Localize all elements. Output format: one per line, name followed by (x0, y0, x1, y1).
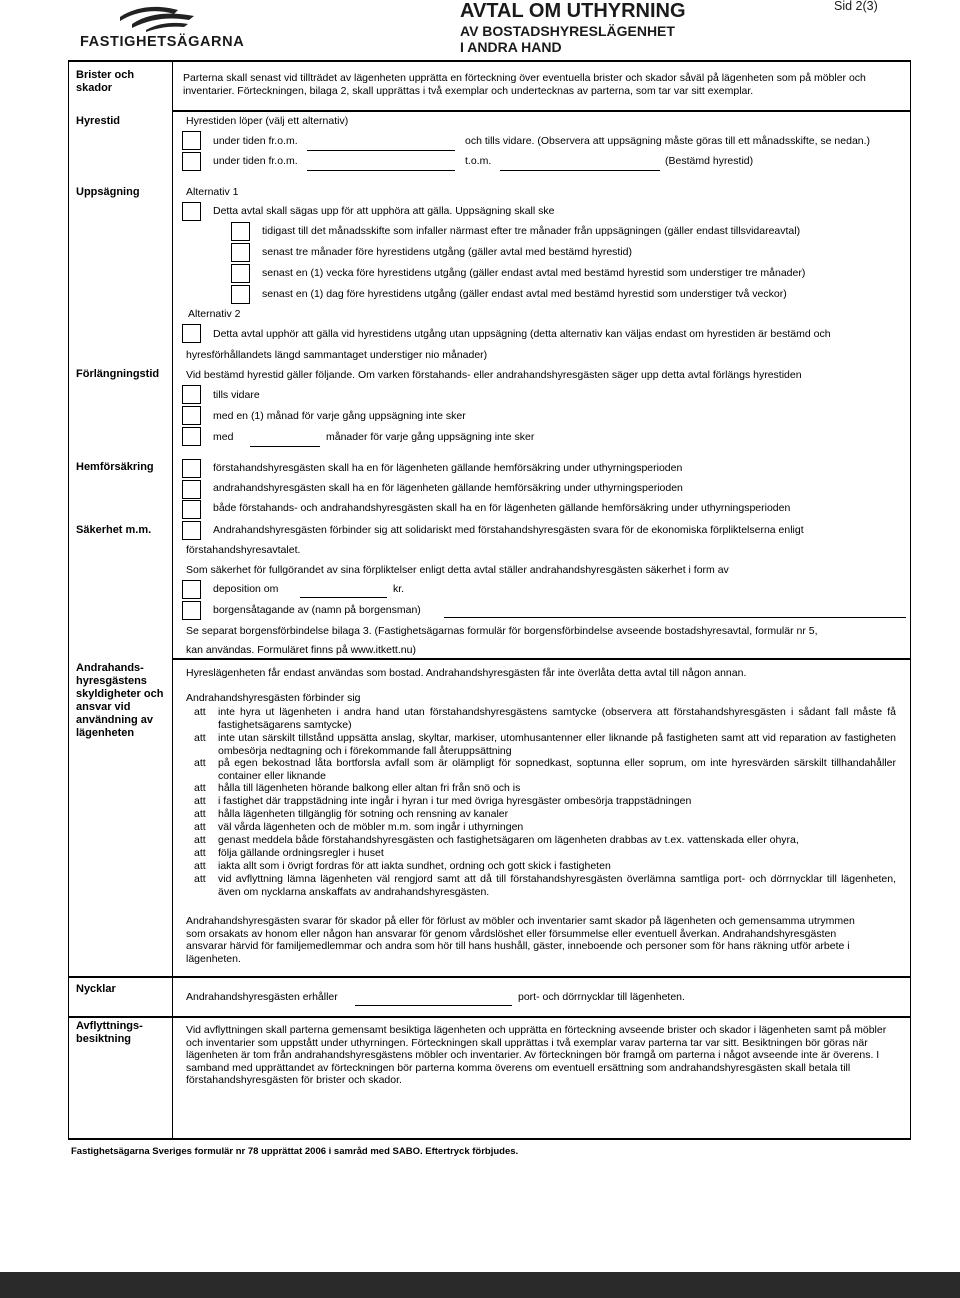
obligation-item: i fastighet där trappstädning inte ingår i hyran i tur med övriga hyresgäster ombesörja trappstädningen (218, 795, 692, 807)
hyrestid-option1-checkbox[interactable] (182, 131, 201, 150)
obligation-att-word: att (194, 847, 206, 859)
sakerhet-deposition-amount-field[interactable] (300, 597, 387, 598)
obligation-att-word: att (194, 795, 206, 807)
skyldigheter-forbinder: Andrahandshyresgästen förbinder sig (186, 692, 361, 704)
sakerhet-text3b: kan användas. Formuläret finns på www.itkett.nu) (186, 644, 416, 656)
uppsagning-alt2-text1: Detta avtal upphör att gälla vid hyrestidens utgång utan uppsägning (detta alternativ kan väljas endast om hyrestiden är bestämd och (213, 328, 831, 340)
label-skyldigheter: Andrahands-hyresgästens skyldigheter och ansvar vid användning av lägenheten (76, 662, 164, 739)
uppsagning-option2: senast tre månader före hyrestidens utgång (gäller avtal med bestämd hyrestid) (262, 246, 633, 258)
top-rule (68, 60, 911, 62)
sakerhet-text1b: förstahandshyresavtalet. (186, 544, 301, 556)
obligation-item: genast meddela både förstahandshyresgästen och fastighetsägaren om lägenheten drabbas av t.ex. vattenskada eller ohyra, (218, 834, 799, 846)
skyldigheter-intro: Hyreslägenheten får endast användas som bostad. Andrahandshyresgästen får inte överlåta detta avtal till någon annan. (186, 667, 747, 679)
frame-right-lower (910, 976, 911, 1139)
uppsagning-alt1-checkbox[interactable] (182, 202, 201, 221)
label-hyrestid: Hyrestid (76, 115, 121, 127)
forlangning-option1: tills vidare (213, 389, 260, 401)
obligation-item: väl vårda lägenheten och de möbler m.m. som ingår i uthyrningen (218, 821, 524, 833)
obligation-att-word: att (194, 873, 206, 885)
title-line-1: AVTAL OM UTHYRNING (460, 0, 686, 22)
rule-bottom (68, 1138, 911, 1140)
rule-after-sakerhet (172, 658, 911, 660)
rule-after-nycklar (68, 1016, 911, 1018)
brister-text: Parterna skall senast vid tillträdet av lägenheten upprätta en förteckning över eventuella brister och skador såväl på lägenheten som på möbler och inventarier. Förteckningen, bilaga 2, skall upprättas i två exemplar och undertecknas av parterna, som tar var sitt exemplar. (183, 72, 866, 97)
hemforsakring-option3-checkbox[interactable] (182, 500, 201, 519)
uppsagning-alt1: Alternativ 1 (186, 186, 239, 198)
frame-left-label (68, 60, 69, 977)
hyrestid-option2-from-field[interactable] (307, 170, 455, 171)
uppsagning-option3: senast en (1) vecka före hyrestidens utgång (gäller endast avtal med bestämd hyrestid som understiger tre månader) (262, 267, 806, 279)
label-uppsagning: Uppsägning (76, 186, 140, 198)
sakerhet-solidarisk-checkbox[interactable] (182, 521, 201, 540)
sakerhet-deposition-label: deposition om (213, 583, 279, 595)
label-brister: Brister och skador (76, 69, 135, 94)
sakerhet-borgen-checkbox[interactable] (182, 601, 201, 620)
forlangning-option3-checkbox[interactable] (182, 427, 201, 446)
sakerhet-borgen-label: borgensåtagande av (namn på borgensman) (213, 604, 421, 616)
hemforsakring-option2-checkbox[interactable] (182, 480, 201, 499)
hemforsakring-option1-checkbox[interactable] (182, 459, 201, 478)
avflyttning-text: Vid avflyttningen skall parterna gemensamt besiktiga lägenheten och upprätta en förteckning avseende brister och skador i lägenheten samt på möbler och inventarier som uppstått under uthyrningen. Förteckningen skall upprättas i två exemplar varav parterna tar var sitt. Besiktningen bör göras när lägenheten är tom från andrahandshyresgästens möbler och inventarier. Av förteckningen bör framgå om parterna i något avseende inte är överens. I samband med upprättandet av förteckningen bör parterna komma överens om eventuell ersättning som andrahandshyresgästen skall betala till förstahandshyresgästen för brister och skador. (186, 1024, 887, 1086)
obligation-item: hålla till lägenheten hörande balkong eller altan fri från snö och is (218, 782, 521, 794)
label-nycklar: Nycklar (76, 983, 116, 995)
sakerhet-deposition-currency: kr. (393, 583, 405, 595)
uppsagning-alt2: Alternativ 2 (188, 308, 241, 320)
uppsagning-option1: tidigast till det månadsskifte som infaller närmast efter tre månader från uppsägningen (gäller endast tillsvidareavtal) (262, 225, 801, 237)
hemforsakring-option2: andrahandshyresgästen skall ha en för lägenheten gällande hemförsäkring under uthyrningsperioden (213, 482, 683, 494)
frame-label-divider (172, 60, 173, 977)
hyrestid-option2-to-field[interactable] (500, 170, 660, 171)
forlangning-option1-checkbox[interactable] (182, 385, 201, 404)
obligation-item: inte utan särskilt tillstånd uppsätta anslag, skyltar, markiser, utomhusantenner eller liknande på fastigheten samt att vid reparation av fastigheten ombesörja nedtagning och i förekommande fall återuppsättning (218, 732, 896, 757)
skyldigheter-ansvar: Andrahandshyresgästen svarar för skador på eller för förlust av möbler och inventarier samt skador på lägenheten och gemensamma utrymmen som orsakats av honom eller någon han ansvarar för genom vårdslöshet eller försummelse eller eventuell åverkan. Andrahandshyresgästen ansvarar härvid för familjemedlemmar och andra som hör till hans hushåll, gäster, inneboende och personer som för hans räkning utför arbete i lägenheten. (186, 915, 855, 965)
obligation-item: iakta allt som i övrigt fordras för att iakta sundhet, ordning och gott skick i fastigheten (218, 860, 611, 872)
uppsagning-alt2-checkbox[interactable] (182, 324, 201, 343)
obligation-att-word: att (194, 732, 206, 744)
hemforsakring-option1: förstahandshyresgästen skall ha en för lägenheten gällande hemförsäkring under uthyrningsperioden (213, 462, 683, 474)
rule-skyldigheter-bottom (68, 976, 911, 978)
obligation-item: vid avflyttning lämna lägenheten väl rengjord samt att då till förstahandshyresgästen överlämna samtliga port- och dörrnycklar till lägenheten, även om nycklarna anskaffats av andrahandshyresgästen. (218, 873, 896, 898)
hyrestid-option2-checkbox[interactable] (182, 152, 201, 171)
forlangning-option3-b: månader för varje gång uppsägning inte sker (326, 431, 535, 443)
obligation-item: på egen bekostnad låta bortforsla avfall som är olämpligt för sopnedkast, soptunna eller soprum, om inte hyresvärden särskilt tillhandahåller container eller liknande (218, 757, 896, 782)
hyrestid-option2-from: under tiden fr.o.m. (213, 155, 298, 167)
frame-left-lower (68, 976, 69, 1139)
sakerhet-text2: Som säkerhet för fullgörandet av sina förpliktelser enligt detta avtal ställer andrahandshyresgästen säkerhet i form av (186, 564, 729, 576)
obligation-att-word: att (194, 860, 206, 872)
logo (80, 3, 245, 50)
uppsagning-option2-checkbox[interactable] (231, 243, 250, 262)
obligation-att-word: att (194, 757, 206, 769)
hyrestid-option1-rest: och tills vidare. (Observera att uppsägning måste göras till ett månadsskifte, se nedan.) (465, 135, 871, 147)
obligation-att-word: att (194, 782, 206, 794)
obligation-att-word: att (194, 808, 206, 820)
obligation-att-word: att (194, 706, 206, 718)
label-forlangning: Förlängningstid (76, 368, 160, 380)
rule-after-brister (172, 110, 911, 112)
sakerhet-text3a: Se separat borgensförbindelse bilaga 3. (Fastighetsägarnas formulär för borgensförbindelse avseende bostadshyresavtal, formulär nr 5, (186, 625, 818, 637)
forlangning-option2: med en (1) månad för varje gång uppsägning inte sker (213, 410, 466, 422)
obligation-item: inte hyra ut lägenheten i andra hand utan förstahandshyresgästens samtycke (observera att förstahandshyresgästen i sådant fall måste få fastighetsägarens samtycke) (218, 706, 896, 731)
uppsagning-option4: senast en (1) dag före hyrestidens utgång (gäller endast avtal med bestämd hyrestid som understiger två veckor) (262, 288, 787, 300)
bottom-bar (0, 1272, 960, 1298)
nycklar-text-b: port- och dörrnycklar till lägenheten. (518, 991, 685, 1003)
obligation-att-word: att (194, 834, 206, 846)
sakerhet-deposition-checkbox[interactable] (182, 580, 201, 599)
hemforsakring-option3: både förstahands- och andrahandshyresgästen skall ha en för lägenheten gällande hemförsäkring under uthyrningsperioden (213, 502, 791, 514)
uppsagning-alt2-text2: hyresförhållandets längd sammantaget understiger nio månader) (186, 349, 488, 361)
nycklar-text-a: Andrahandshyresgästen erhåller (186, 991, 338, 1003)
title-line-2: AV BOSTADSHYRESLÄGENHET (460, 23, 675, 39)
uppsagning-option3-checkbox[interactable] (231, 264, 250, 283)
label-sakerhet: Säkerhet m.m. (76, 524, 152, 536)
label-avflyttning: Avflyttnings-besiktning (76, 1020, 143, 1045)
hyrestid-option1-date-field[interactable] (307, 150, 455, 151)
hyrestid-option2-rest: (Bestämd hyrestid) (665, 155, 754, 167)
forlangning-option2-checkbox[interactable] (182, 406, 201, 425)
forlangning-option3-a: med (213, 431, 234, 443)
title-line-3: I ANDRA HAND (460, 39, 562, 55)
uppsagning-option1-checkbox[interactable] (231, 222, 250, 241)
logo-waves-icon (116, 3, 198, 33)
logo-text: FASTIGHETSÄGARNA (80, 34, 245, 50)
nycklar-count-field[interactable] (355, 1005, 512, 1006)
uppsagning-alt1-text: Detta avtal skall sägas upp för att upphöra att gälla. Uppsägning skall ske (213, 205, 555, 217)
obligation-item: följa gällande ordningsregler i huset (218, 847, 384, 859)
forlangning-months-field[interactable] (250, 446, 320, 447)
uppsagning-option4-checkbox[interactable] (231, 285, 250, 304)
sakerhet-borgensman-field[interactable] (444, 617, 906, 618)
hyrestid-option2-to: t.o.m. (465, 155, 492, 167)
page-number: Sid 2(3) (834, 0, 878, 13)
label-hemforsakring: Hemförsäkring (76, 461, 154, 473)
footer-note: Fastighetsägarna Sveriges formulär nr 78 upprättat 2006 i samråd med SABO. Eftertryck förbjudes. (71, 1146, 519, 1157)
forlangning-intro: Vid bestämd hyrestid gäller följande. Om varken förstahands- eller andrahandshyresgästen säger upp detta avtal förlängs hyrestiden (186, 369, 802, 381)
frame-right (910, 60, 911, 977)
hyrestid-option1-from: under tiden fr.o.m. (213, 135, 298, 147)
hyrestid-intro: Hyrestiden löper (välj ett alternativ) (186, 115, 349, 127)
frame-divider-lower (172, 976, 173, 1139)
obligation-att-word: att (194, 821, 206, 833)
obligation-item: hålla lägenheten tillgänglig för sotning och rensning av kanaler (218, 808, 509, 820)
sakerhet-text1a: Andrahandshyresgästen förbinder sig att solidariskt med förstahandshyresgästen svara för de ekonomiska förpliktelserna enligt (213, 524, 804, 536)
